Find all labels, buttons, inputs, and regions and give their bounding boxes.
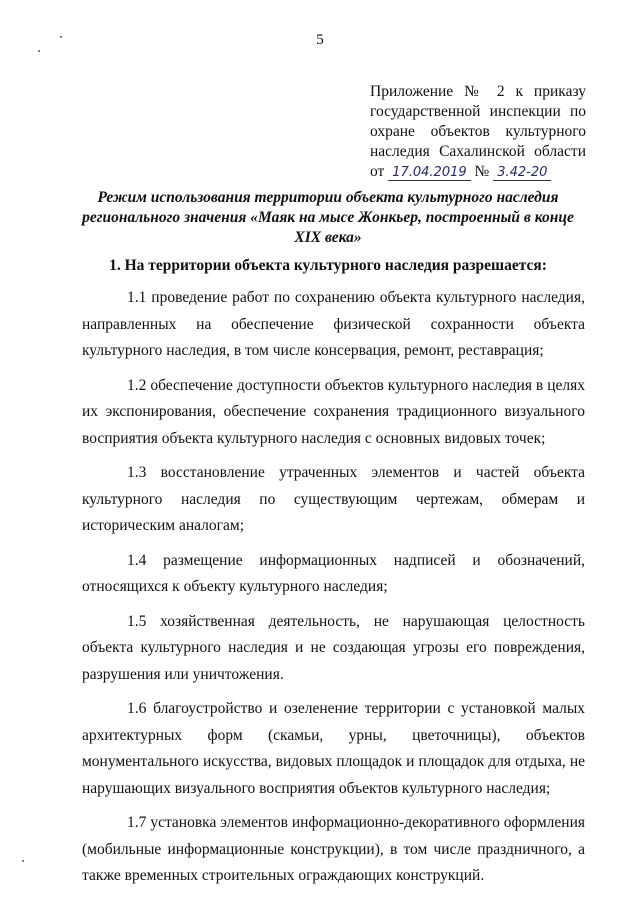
scan-speck [22, 860, 24, 862]
annex-line: охране объектов культурного [370, 123, 586, 140]
document-title: Режим использования территории объекта культурного наследия регионального значения «Маяк на мысе Жонкьер, построенный в конце XIX века» [82, 189, 574, 246]
date-prefix: от [370, 163, 385, 180]
annex-date-line [370, 162, 586, 183]
document-body [82, 285, 585, 898]
annex-line: Приложение № 2 к приказу [370, 83, 586, 100]
annex-line: наследия Сахалинской области [370, 143, 586, 160]
paragraph-1-4: 1.4 размещение информационных надписей и обозначений, относящихся к объекту культурного наследия; [82, 551, 585, 595]
scan-speck [38, 50, 40, 52]
paragraph-1-6: 1.6 благоустройство и озеленение территории с установкой малых архитектурных форм (скамьи, урны, цветочницы), объектов монументального искусства, видовых площадок и площадок для отдыха, не нарушающих визуального восприятия объектов культурного наследия; [82, 700, 585, 797]
handwritten-date: 17.04.2019 [388, 165, 470, 181]
paragraph-1-3: 1.3 восстановление утраченных элементов и частей объекта культурного наследия по существующим чертежам, обмерам и историческим аналогам; [82, 464, 585, 534]
paragraph-1-7: 1.7 установка элементов информационно-декоративного оформления (мобильные информационные конструкции), в том числе праздничного, а также временных строительных ограждающих конструкций. [82, 814, 585, 884]
section-heading: 1. На территории объекта культурного наследия разрешается: [109, 257, 547, 274]
paragraph-1-2: 1.2 обеспечение доступности объектов культурного наследия в целях их экспонирования, обеспечение сохранения традиционного визуального восприятия объекта культурного наследия с основных видовых точек; [82, 376, 585, 447]
handwritten-number: 3.42-20 [493, 165, 551, 181]
paragraph-1-5: 1.5 хозяйственная деятельность, не нарушающая целостность объекта культурного наследия и не создающая угрозы его повреждения, разрушения или уничтожения. [82, 612, 585, 683]
annex-line: государственной инспекции по [370, 103, 586, 120]
annex-header [370, 82, 586, 183]
paragraph-1-1: 1.1 проведение работ по сохранению объекта культурного наследия, направленных на обеспечение физической сохранности объекта культурного наследия, в том числе консервация, ремонт, реставрация; [82, 289, 585, 359]
scan-speck [60, 36, 62, 38]
number-prefix: № [474, 163, 490, 180]
page-number: 5 [316, 32, 324, 48]
